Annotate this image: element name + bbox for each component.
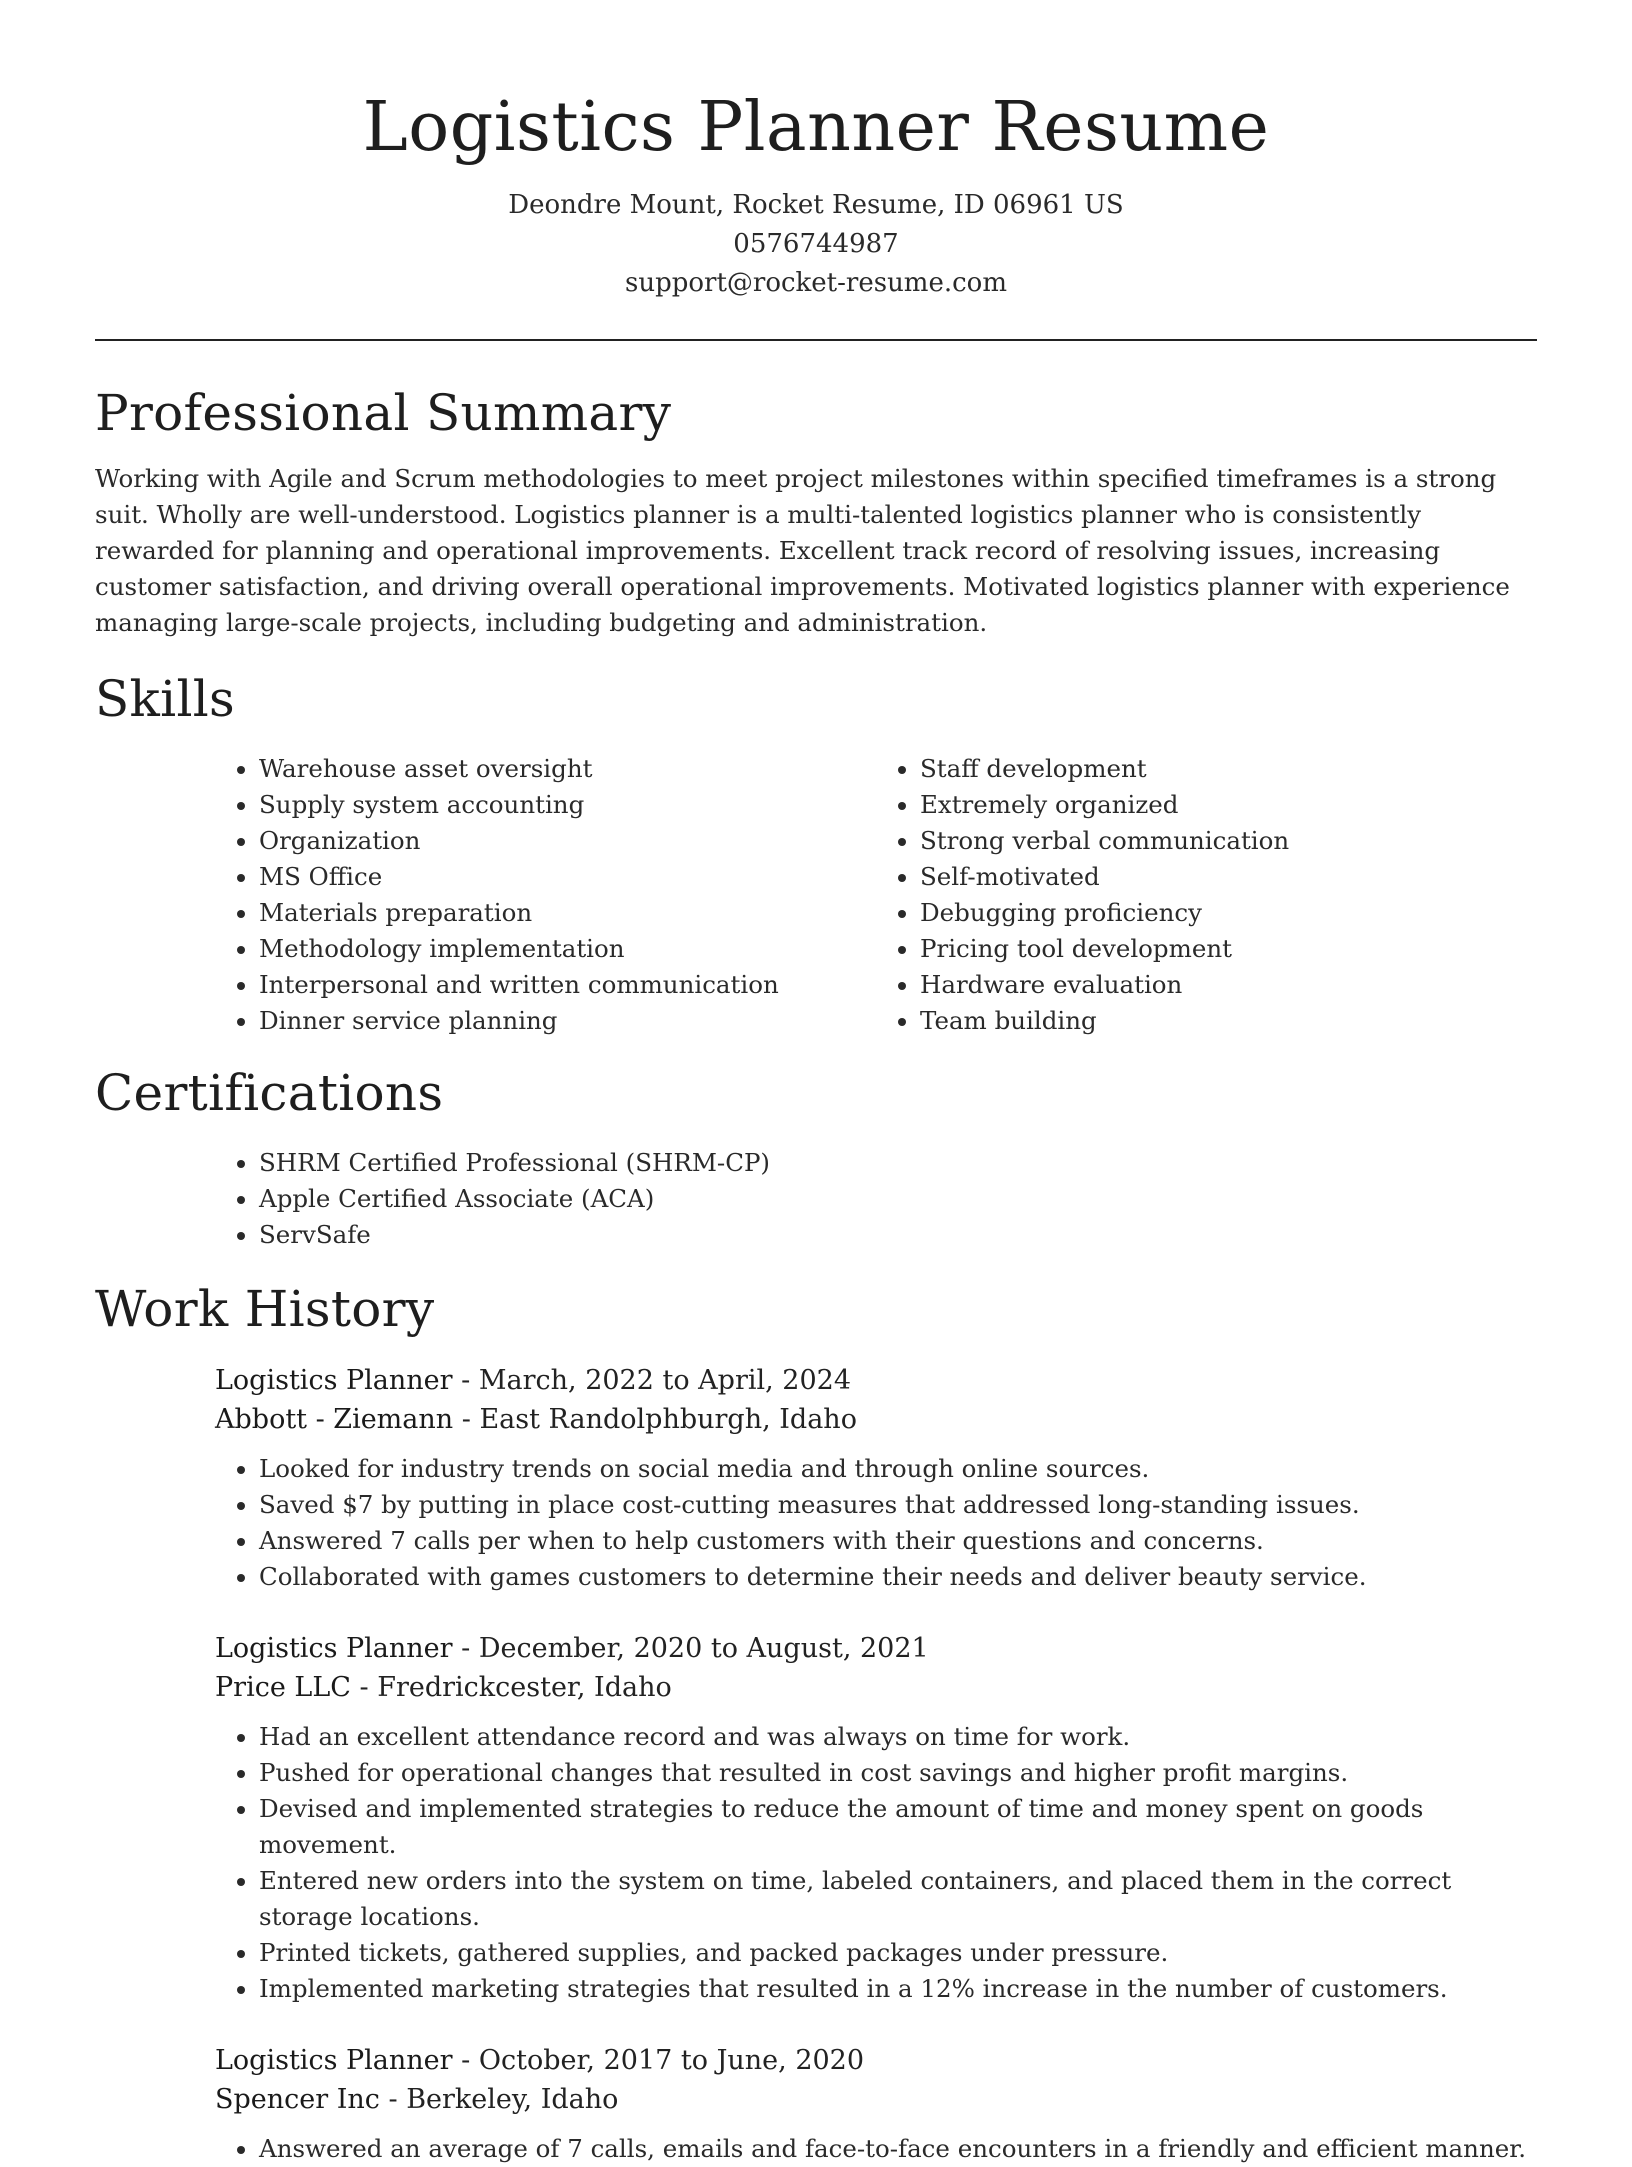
skills-list-right [876, 751, 1537, 1039]
job-dates: - December, 2020 to August, 2021 [452, 1633, 929, 1664]
skills-list-left [215, 751, 876, 1039]
skill-item: • Debugging proficiency [920, 895, 1537, 931]
certification-item: • Apple Certified Associate (ACA) [259, 1181, 1537, 1217]
certifications-section [95, 1063, 1537, 1253]
skill-item: • Team building [920, 1003, 1537, 1039]
job-entry [215, 1361, 1537, 1595]
job-dates: - October, 2017 to June, 2020 [452, 2045, 865, 2076]
skill-item: • Dinner service planning [259, 1003, 876, 1039]
certifications-heading: Certifications [95, 1064, 444, 1122]
job-title-line [215, 1361, 1537, 1401]
job-company-line [215, 1401, 1537, 1439]
job-location: - Berkeley, Idaho [379, 2084, 619, 2115]
job-bullet: • Implemented marketing strategies that resulted in a 12% increase in the number of customers. [259, 1971, 1537, 2007]
job-title-line [215, 2041, 1537, 2081]
skill-item: • Interpersonal and written communication [259, 967, 876, 1003]
skill-item: • Staff development [920, 751, 1537, 787]
skill-item: • Materials preparation [259, 895, 876, 931]
page-title: Logistics Planner Resume [362, 88, 1270, 167]
skill-item: • Strong verbal communication [920, 823, 1537, 859]
job-bullets [215, 1719, 1537, 2007]
job-company: Abbott - Ziemann [215, 1404, 454, 1435]
job-title-line [215, 1629, 1537, 1669]
job-bullet: • Looked for industry trends on social media and through online sources. [259, 1451, 1537, 1487]
job-bullets [215, 2131, 1537, 2167]
job-bullet: • Saved $7 by putting in place cost-cutting measures that addressed long-standing issues. [259, 1487, 1537, 1523]
summary-section [95, 383, 1537, 641]
work-history-heading: Work History [95, 1280, 435, 1338]
job-bullet: • Answered 7 calls per when to help customers with their questions and concerns. [259, 1523, 1537, 1559]
contact-info [95, 186, 1537, 303]
job-bullet: • Had an excellent attendance record and was always on time for work. [259, 1719, 1537, 1755]
contact-email: support@rocket-resume.com [624, 268, 1007, 298]
job-bullet: • Collaborated with games customers to determine their needs and deliver beauty service. [259, 1559, 1537, 1595]
skills-columns [215, 751, 1537, 1039]
job-entry [215, 1629, 1537, 2007]
skills-section [95, 669, 1537, 1039]
skill-item: • Self-motivated [920, 859, 1537, 895]
job-role: Logistics Planner [215, 1365, 453, 1396]
skill-item: • Pricing tool development [920, 931, 1537, 967]
skill-item: • Warehouse asset oversight [259, 751, 876, 787]
skill-item: • Extremely organized [920, 787, 1537, 823]
job-company-line [215, 2081, 1537, 2119]
job-bullet: • Devised and implemented strategies to reduce the amount of time and money spent on goods movement. [259, 1791, 1537, 1863]
job-bullets [215, 1451, 1537, 1595]
contact-address: Deondre Mount, Rocket Resume, ID 06961 US [508, 190, 1124, 220]
job-dates: - March, 2022 to April, 2024 [452, 1365, 852, 1396]
job-entry [215, 2041, 1537, 2167]
summary-text: Working with Agile and Scrum methodologies to meet project milestones within specified timeframes is a strong suit. Wholly are well-understood. Logistics planner is a multi-talented logistics planner who is consistently rewarded for planning and operational improvements. Excellent track record of resolving issues, increasing customer satisfaction, and driving overall operational improvements. Motivated logistics planner with experience managing large-scale projects, including budgeting and administration. [95, 464, 1510, 637]
work-history-section [95, 1279, 1537, 2167]
job-company: Spencer Inc [215, 2084, 380, 2115]
job-bullet: • Entered new orders into the system on time, labeled containers, and placed them in the correct storage locations. [259, 1863, 1537, 1935]
job-company-line [215, 1669, 1537, 1707]
job-role: Logistics Planner [215, 2045, 453, 2076]
job-company: Price LLC [215, 1672, 351, 1703]
skill-item: • Supply system accounting [259, 787, 876, 823]
job-bullet: • Printed tickets, gathered supplies, and packed packages under pressure. [259, 1935, 1537, 1971]
certifications-list [215, 1145, 1537, 1253]
summary-heading: Professional Summary [95, 384, 672, 442]
certification-item: • SHRM Certified Professional (SHRM-CP) [259, 1145, 1537, 1181]
skill-item: • Hardware evaluation [920, 967, 1537, 1003]
skill-item: • MS Office [259, 859, 876, 895]
job-role: Logistics Planner [215, 1633, 453, 1664]
certification-item: • ServSafe [259, 1217, 1537, 1253]
skill-item: • Methodology implementation [259, 931, 876, 967]
job-bullet: • Answered an average of 7 calls, emails and face-to-face encounters in a friendly and efficient manner. [259, 2131, 1537, 2167]
skill-item: • Organization [259, 823, 876, 859]
job-bullet: • Pushed for operational changes that resulted in cost savings and higher profit margins. [259, 1755, 1537, 1791]
job-location: - Fredrickcester, Idaho [350, 1672, 672, 1703]
skills-heading: Skills [95, 670, 235, 728]
header-divider [95, 339, 1537, 341]
contact-phone: 0576744987 [733, 229, 899, 259]
job-location: - East Randolphburgh, Idaho [453, 1404, 857, 1435]
